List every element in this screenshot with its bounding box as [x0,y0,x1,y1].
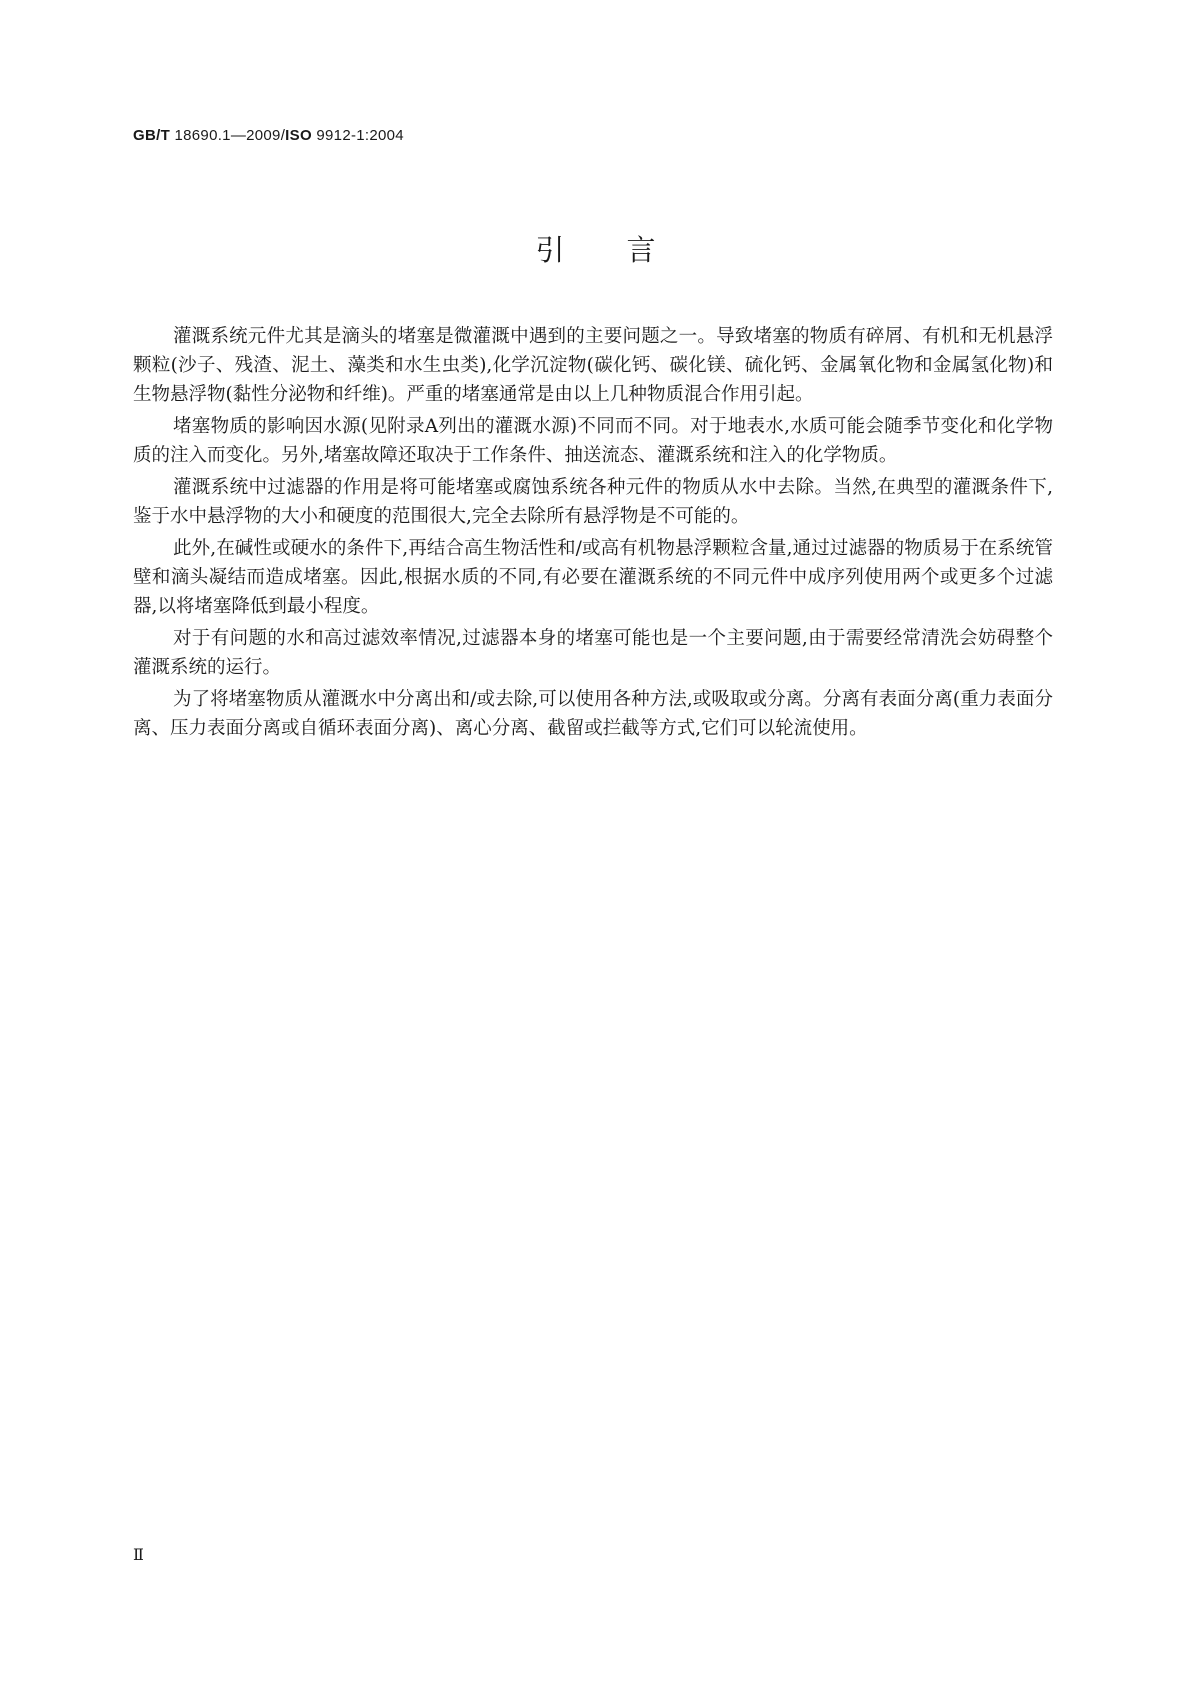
introduction-body [133,322,1053,746]
iso-number: 9912-1:2004 [311,127,404,144]
paragraph: 灌溉系统元件尤其是滴头的堵塞是微灌溉中遇到的主要问题之一。导致堵塞的物质有碎屑、有机和无机悬浮颗粒(沙子、残渣、泥土、藻类和水生虫类),化学沉淀物(碳化钙、碳化镁、硫化钙、金属氧化物和金属氢化物)和生物悬浮物(黏性分泌物和纤维)。严重的堵塞通常是由以上几种物质混合作用引起。 [133,326,1053,405]
paragraph: 灌溉系统中过滤器的作用是将可能堵塞或腐蚀系统各种元件的物质从水中去除。当然,在典型的灌溉条件下,鉴于水中悬浮物的大小和硬度的范围很大,完全去除所有悬浮物是不可能的。 [133,477,1053,527]
section-title: 引言 [535,233,718,267]
paragraph: 堵塞物质的影响因水源(见附录A列出的灌溉水源)不同而不同。对于地表水,水质可能会随季节变化和化学物质的注入而变化。另外,堵塞故障还取决于工作条件、抽送流态、灌溉系统和注入的化学物质。 [133,416,1053,466]
standard-number-header [133,127,404,144]
standard-number: 18690.1—2009/ [170,127,286,144]
page-number: Ⅱ [133,1545,144,1564]
standard-code: GB/T [133,127,171,144]
iso-code: ISO [285,127,312,144]
paragraph: 对于有问题的水和高过滤效率情况,过滤器本身的堵塞可能也是一个主要问题,由于需要经常清洗会妨碍整个灌溉系统的运行。 [133,628,1053,678]
paragraph: 为了将堵塞物质从灌溉水中分离出和/或去除,可以使用各种方法,或吸取或分离。分离有表面分离(重力表面分离、压力表面分离或自循环表面分离)、离心分离、截留或拦截等方式,它们可以轮流使用。 [133,689,1053,739]
paragraph: 此外,在碱性或硬水的条件下,再结合高生物活性和/或高有机物悬浮颗粒含量,通过过滤器的物质易于在系统管壁和滴头凝结而造成堵塞。因此,根据水质的不同,有必要在灌溉系统的不同元件中成序列使用两个或更多个过滤器,以将堵塞降低到最小程度。 [133,538,1053,617]
